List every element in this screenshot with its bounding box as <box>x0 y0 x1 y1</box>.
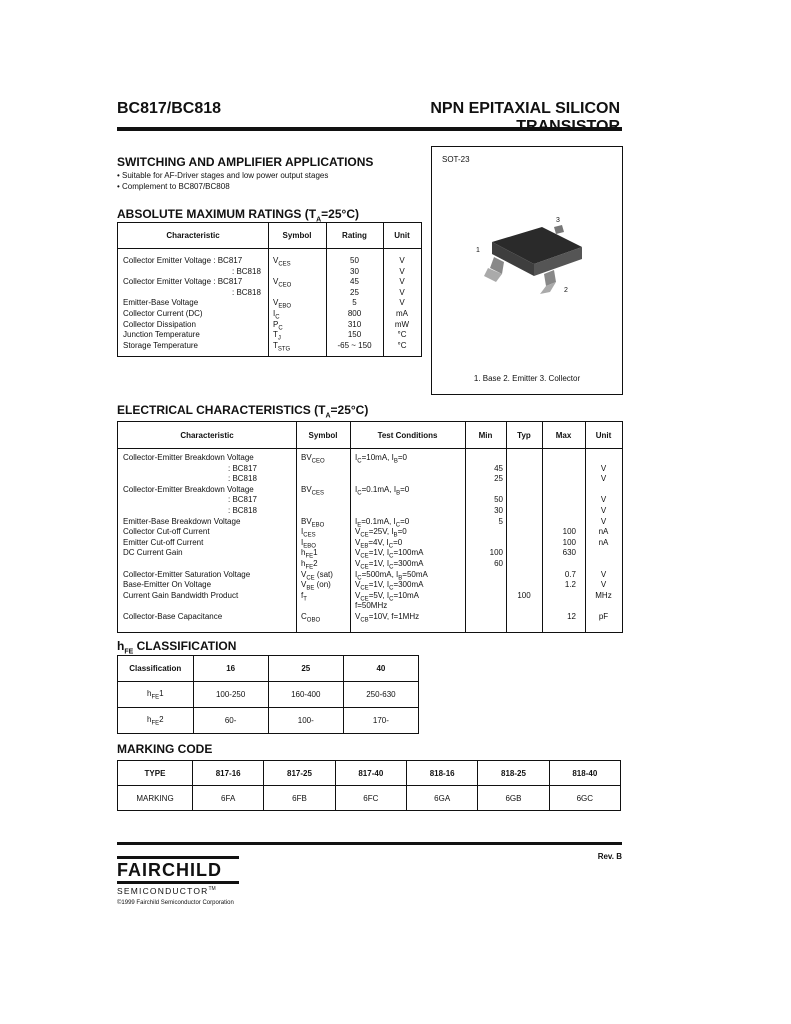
column-header: Classification <box>118 656 194 682</box>
table-row <box>118 786 621 811</box>
row-label: $h_{FE}1$ <box>118 682 194 708</box>
row-min: 60 <box>494 559 503 568</box>
row-min: 50 <box>494 495 503 505</box>
table-cell: 817-25 <box>264 761 335 786</box>
row-rating: -65 ~ 150 <box>337 340 372 350</box>
applications-bullet: • Suitable for AF-Driver stages and low power output stages <box>117 171 329 180</box>
column-header: Characteristic <box>180 431 234 440</box>
table-cell: 6FA <box>193 786 264 811</box>
row-unit: V <box>600 506 607 515</box>
row-max: 100 <box>562 537 576 547</box>
column-header: Max <box>555 431 572 440</box>
table-divider <box>296 422 297 632</box>
row-label: $h_{FE}2$ <box>118 708 194 734</box>
abs-max-table <box>117 222 422 357</box>
title-text: CLASSIFICATION <box>133 639 237 653</box>
table-cell: 100- <box>268 708 343 734</box>
row-unit: mA <box>396 309 408 318</box>
row-symbol: $T_{STG}$ <box>273 340 291 353</box>
row-characteristic: : BC818 <box>228 474 257 484</box>
table-cell: 60- <box>193 708 268 734</box>
table-cell: 6GC <box>549 786 620 811</box>
row-symbol: $V_{EBO}$ <box>273 298 292 310</box>
row-unit: nA <box>598 537 609 547</box>
elec-table <box>117 421 623 633</box>
row-symbol: $V_{CEO}$ <box>273 277 292 289</box>
table-cell: 160-400 <box>268 682 343 708</box>
row-characteristic: DC Current Gain <box>123 548 183 558</box>
row-characteristic: : BC818 <box>232 287 261 297</box>
row-characteristic: Storage Temperature <box>123 340 199 350</box>
row-min: 5 <box>498 516 503 526</box>
abs-max-title <box>117 207 359 223</box>
row-test-condition: f=50MHz <box>355 601 388 611</box>
row-label: TYPE <box>118 761 193 786</box>
copyright: ©1999 Fairchild Semiconductor Corporation <box>117 900 234 906</box>
row-test-condition: $V_{CE}=1V$, $I_C=100mA$ <box>355 548 424 560</box>
row-unit: V <box>600 474 607 484</box>
row-test-condition: $I_C=10mA$, $I_B=0$ <box>355 453 407 465</box>
row-test-condition: $V_{CE}=1V$, $I_C=300mA$ <box>355 559 424 571</box>
title-text: ABSOLUTE MAXIMUM RATINGS (T <box>117 207 317 221</box>
column-header: Min <box>478 431 493 440</box>
footer-rule <box>117 842 622 845</box>
sot23-package-image <box>472 212 592 302</box>
table-cell: 817-16 <box>193 761 264 786</box>
row-symbol: $h_{FE}1$ <box>301 548 318 560</box>
document-title: NPN EPITAXIAL SILICON <box>430 100 620 117</box>
row-characteristic: Collector-Emitter Saturation Voltage <box>123 569 251 579</box>
title-text: =25°C) <box>321 207 359 221</box>
row-symbol: $f_T$ <box>301 590 307 603</box>
applications-bullet: • Complement to BC807/BC808 <box>117 182 230 191</box>
row-rating: 150 <box>347 330 362 340</box>
row-min: 100 <box>489 548 503 558</box>
row-rating: 5 <box>352 298 357 308</box>
row-min: 25 <box>494 474 503 484</box>
table-cell: 250-630 <box>343 682 418 708</box>
row-symbol: $V_{CE}$ (sat) <box>301 569 333 582</box>
column-header: 40 <box>343 656 418 682</box>
row-symbol: $I_C$ <box>273 309 280 321</box>
title-sub: FE <box>124 648 134 656</box>
row-test-condition: $V_{CE}=25V$, $I_B=0$ <box>355 527 407 539</box>
table-row <box>118 761 621 786</box>
row-characteristic: : BC817 <box>228 495 257 505</box>
table-row <box>118 708 419 734</box>
row-symbol: $V_{CES}$ <box>273 256 291 268</box>
row-rating: 45 <box>350 277 359 287</box>
applications-title: SWITCHING AND AMPLIFIER APPLICATIONS <box>117 155 374 169</box>
row-max: 630 <box>562 548 576 558</box>
table-cell: 818-40 <box>549 761 620 786</box>
row-rating: 50 <box>350 256 359 265</box>
table-cell: 817-40 <box>335 761 406 786</box>
row-unit: nA <box>598 527 609 537</box>
row-unit: V <box>399 298 405 308</box>
hfe-class-title <box>117 639 236 655</box>
row-unit: MHz <box>595 590 612 600</box>
column-header: Characteristic <box>166 231 220 240</box>
table-divider <box>268 223 269 356</box>
row-unit: V <box>600 569 607 579</box>
row-symbol: $I_{EBO}$ <box>301 537 316 550</box>
title-text: h <box>117 639 125 653</box>
table-divider <box>118 448 622 449</box>
row-max: 1.2 <box>564 580 576 590</box>
table-divider <box>350 422 351 632</box>
table-divider <box>118 248 421 249</box>
elec-title <box>117 403 368 419</box>
row-test-condition: $V_{EB}=4V$, $I_C=0$ <box>355 537 403 550</box>
row-unit: V <box>399 266 405 276</box>
logo-wordmark: FAIRCHILD <box>117 860 222 880</box>
row-symbol: $BV_{CES}$ <box>301 484 325 497</box>
row-test-condition: $I_C=0.1mA$, $I_B=0$ <box>355 484 410 497</box>
row-rating: 310 <box>347 319 362 329</box>
trademark: TM <box>208 886 216 893</box>
row-test-condition: $I_C=500mA$, $I_B=50mA$ <box>355 569 428 582</box>
row-unit: °C <box>397 330 407 340</box>
row-characteristic: Junction Temperature <box>123 330 200 340</box>
row-symbol: $I_{CES}$ <box>301 527 316 539</box>
hfe-class-table <box>117 655 419 734</box>
table-cell: 818-25 <box>478 761 549 786</box>
revision: Rev. B <box>597 852 622 861</box>
row-characteristic: Emitter-Base Breakdown Voltage <box>123 516 241 526</box>
row-characteristic: Emitter Cut-off Current <box>123 537 204 547</box>
row-typ: 100 <box>517 590 531 600</box>
pin-number: 2 <box>564 287 568 294</box>
column-header: Rating <box>342 231 367 240</box>
title-sub: A <box>325 412 331 420</box>
row-characteristic: : BC818 <box>232 266 261 276</box>
column-header: Unit <box>394 231 410 240</box>
pin-number: 1 <box>476 247 480 254</box>
row-unit: °C <box>397 340 407 350</box>
row-unit: V <box>600 516 607 526</box>
row-test-condition: $V_{CE}=5V$, $I_C=10mA$ <box>355 590 420 603</box>
column-header: 25 <box>268 656 343 682</box>
row-symbol: $BV_{EBO}$ <box>301 516 325 529</box>
table-cell: 170- <box>343 708 418 734</box>
logo-sub-text: SEMICONDUCTOR <box>117 886 209 896</box>
table-cell: 6FC <box>335 786 406 811</box>
title-text: ELECTRICAL CHARACTERISTICS (T <box>117 403 326 417</box>
package-box <box>431 146 623 395</box>
logo-bar <box>117 881 239 884</box>
row-max: 100 <box>562 527 576 537</box>
table-row <box>118 656 419 682</box>
row-unit: pF <box>598 612 609 621</box>
row-symbol: $C_{OBO}$ <box>301 612 321 624</box>
row-test-condition: $V_{CE}=1V$, $I_C=300mA$ <box>355 580 424 592</box>
table-cell: 100-250 <box>193 682 268 708</box>
column-header: Unit <box>595 431 612 440</box>
pin-description: 1. Base 2. Emitter 3. Collector <box>473 374 581 383</box>
row-symbol: $V_{BE}$ (on) <box>301 580 331 592</box>
row-characteristic: Emitter-Base Voltage <box>123 298 199 308</box>
column-header: 16 <box>193 656 268 682</box>
row-rating: 800 <box>347 309 362 318</box>
row-max: 12 <box>567 612 576 621</box>
row-characteristic: Collector-Base Capacitance <box>123 612 223 621</box>
row-characteristic: Collector Emitter Voltage : BC817 <box>123 277 243 287</box>
table-cell: 6GA <box>406 786 477 811</box>
pin-number: 3 <box>556 217 560 224</box>
row-characteristic: Collector-Emitter Breakdown Voltage <box>123 484 254 494</box>
row-characteristic: Base-Emitter On Voltage <box>123 580 212 590</box>
row-unit: V <box>600 495 607 505</box>
title-text: =25°C) <box>330 403 369 417</box>
row-symbol: $h_{FE}2$ <box>301 559 318 571</box>
row-unit: V <box>600 463 607 473</box>
column-header: Test Conditions <box>377 431 438 440</box>
row-unit: V <box>399 287 405 297</box>
row-rating: 30 <box>350 266 359 276</box>
table-cell: 818-16 <box>406 761 477 786</box>
row-unit: V <box>600 580 607 590</box>
row-min: 45 <box>494 463 503 473</box>
title-sub: A <box>316 216 322 224</box>
row-max: 0.7 <box>564 569 576 579</box>
row-test-condition: $I_E=0.1mA$, $I_C=0$ <box>355 516 410 529</box>
row-characteristic: Collector Emitter Voltage : BC817 <box>123 256 243 265</box>
marking-table <box>117 760 621 811</box>
row-unit: mW <box>394 319 410 329</box>
marking-title: MARKING CODE <box>117 742 213 756</box>
row-characteristic: : BC818 <box>228 506 257 515</box>
column-header: Typ <box>517 431 531 440</box>
row-unit: V <box>399 256 405 265</box>
fairchild-logo <box>117 856 239 896</box>
row-test-condition: $V_{CB}=10V$, f=1MHz <box>355 612 420 624</box>
row-symbol: $BV_{CEO}$ <box>301 453 325 465</box>
logo-subtitle <box>117 886 239 896</box>
row-rating: 25 <box>350 287 359 297</box>
row-characteristic: : BC817 <box>228 463 257 473</box>
row-symbol: $T_J$ <box>273 330 281 342</box>
column-header: Symbol <box>282 231 312 240</box>
row-characteristic: Collector-Emitter Breakdown Voltage <box>123 453 254 462</box>
row-label: MARKING <box>118 786 193 811</box>
part-number: BC817/BC818 <box>117 100 222 117</box>
row-characteristic: Collector Current (DC) <box>123 309 203 318</box>
row-min: 30 <box>494 506 503 515</box>
row-symbol: $P_C$ <box>273 319 283 332</box>
row-characteristic: Collector Dissipation <box>123 319 196 329</box>
logo-bar <box>117 856 239 859</box>
table-cell: 6GB <box>478 786 549 811</box>
column-header: Symbol <box>308 431 338 440</box>
table-row <box>118 682 419 708</box>
row-characteristic: Collector Cut-off Current <box>123 527 210 537</box>
table-cell: 6FB <box>264 786 335 811</box>
row-unit: V <box>399 277 405 287</box>
header-rule <box>117 127 622 131</box>
row-characteristic: Current Gain Bandwidth Product <box>123 590 239 600</box>
package-name: SOT-23 <box>442 155 470 164</box>
